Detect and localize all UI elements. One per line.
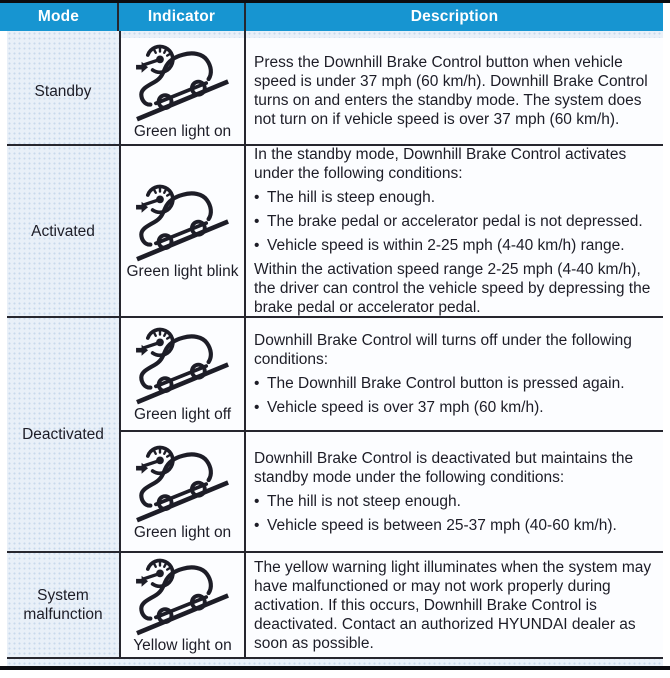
indicator-cell-activated (119, 146, 246, 318)
mode-cell-system-malfunction: System malfunction (7, 553, 119, 659)
table-body (7, 38, 663, 659)
description-cell-deactivated-off (246, 318, 663, 432)
header-mode: Mode (0, 3, 119, 31)
bullet-marker: • (254, 237, 260, 254)
description-text: Press the Downhill Brake Control button when vehicle speed is under 37 mph (60 km/h). Downhill Brake Control turns on and enters the standby mode. The system does not turn on if vehicle speed is over 37 mph (60 km/h). (254, 54, 648, 128)
description-bullet: • Vehicle speed is within 2-25 mph (4-40 km/h) range. (254, 237, 625, 254)
description-cell-activated (246, 146, 663, 318)
indicator-cell-deactivated-off (119, 318, 246, 432)
indicator-caption: Green light on (133, 123, 232, 140)
bullet-marker: • (254, 516, 260, 534)
downhill-brake-control-table (7, 31, 663, 666)
indicator-caption: Green light on (133, 523, 232, 541)
downhill-brake-indicator-icon (135, 41, 231, 122)
indicator-cell-standby (119, 38, 246, 146)
indicator-caption: Yellow light on (133, 637, 232, 654)
description-text: Downhill Brake Control will turns off under the following conditions: (254, 332, 632, 368)
description-cell-standby (246, 38, 663, 146)
description-cell-system-malfunction (246, 553, 663, 659)
description-bullet: • The hill is not steep enough. (254, 492, 461, 510)
header-indicator: Indicator (119, 3, 246, 31)
mode-cell-activated: Activated (7, 146, 119, 318)
description-cell-deactivated-on (246, 432, 663, 553)
description-text: Downhill Brake Control is deactivated but maintains the standby mode under the following conditions: (254, 449, 634, 486)
bullet-marker: • (254, 492, 260, 510)
downhill-brake-indicator-icon (135, 555, 231, 636)
downhill-brake-indicator-icon (135, 324, 231, 405)
downhill-brake-indicator-icon (135, 181, 231, 262)
table-bottom-rule (0, 666, 670, 670)
header-description: Description (246, 3, 663, 31)
bullet-marker: • (254, 375, 260, 392)
table-header-row (0, 3, 663, 31)
mode-cell-deactivated: Deactivated (7, 318, 119, 553)
description-bullet: • The Downhill Brake Control button is pressed again. (254, 375, 625, 392)
indicator-caption: Green light blink (126, 263, 239, 280)
description-bullet: • Vehicle speed is between 25-37 mph (40-60 km/h). (254, 516, 617, 534)
description-text: Within the activation speed range 2-25 mph (4-40 km/h), the driver can control the vehicle speed by depressing the brake pedal or accelerator pedal. (254, 261, 651, 316)
bullet-marker: • (254, 399, 260, 416)
mode-cell-standby: Standby (7, 38, 119, 146)
indicator-caption: Green light off (133, 406, 232, 423)
indicator-cell-system-malfunction (119, 553, 246, 659)
description-bullet: • The brake pedal or accelerator pedal is not depressed. (254, 213, 643, 230)
description-bullet: • Vehicle speed is over 37 mph (60 km/h). (254, 399, 544, 416)
bullet-marker: • (254, 189, 260, 206)
description-text: The yellow warning light illuminates when the system may have malfunctioned or may not work properly during activation. If this occurs, Downhill Brake Control is deactivated. Contact an authorized HYUNDAI dealer as soon as possible. (254, 558, 652, 652)
description-text: In the standby mode, Downhill Brake Control activates under the following conditions: (254, 146, 627, 182)
description-bullet: • The hill is steep enough. (254, 189, 436, 206)
header-body-gap (7, 31, 663, 38)
indicator-cell-deactivated-on (119, 432, 246, 553)
downhill-brake-indicator-icon (135, 442, 231, 523)
bullet-marker: • (254, 213, 260, 230)
